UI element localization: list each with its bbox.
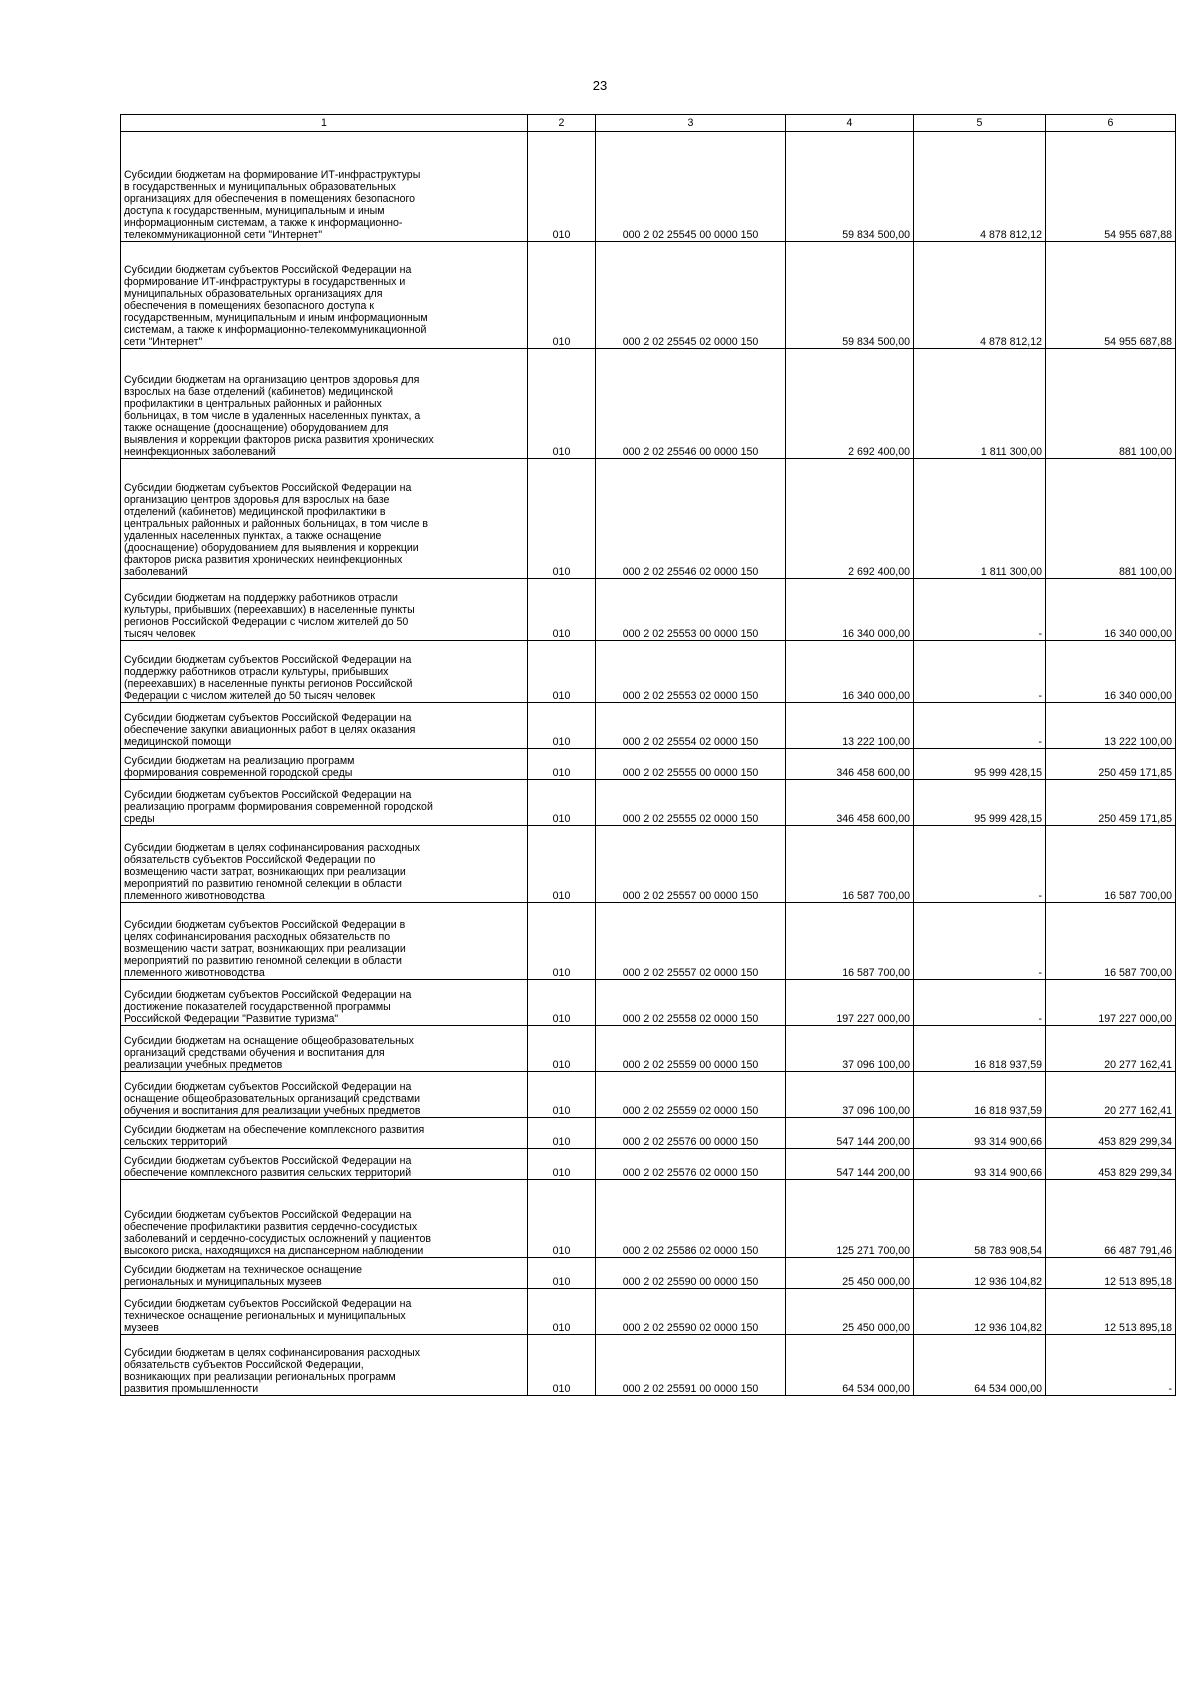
table-row [121,1335,1176,1396]
row-column-6-amount: 881 100,00 [1046,459,1176,579]
row-description: Субсидии бюджетам субъектов Российской Федерации на реализацию программ формирования современной городской среды [121,780,528,826]
row-column-5-amount: 95 999 428,15 [914,749,1046,780]
row-column-5-amount: 12 936 104,82 [914,1289,1046,1335]
row-column-4-amount: 2 692 400,00 [786,459,914,579]
row-column-5-amount: 12 936 104,82 [914,1258,1046,1289]
row-budget-code: 000 2 02 25553 00 0000 150 [596,579,786,641]
row-description: Субсидии бюджетам субъектов Российской Федерации на поддержку работников отрасли культуры, прибывших (переехавших) в населенные пункты регионов Российской Федерации с числом жителей до 50 тысяч человек [121,641,528,703]
row-description: Субсидии бюджетам в целях софинансирования расходных обязательств субъектов Российской Федерации по возмещению части затрат, возникающих при реализации мероприятий по развитию геномной селекции в области племенного животноводства [121,826,528,903]
row-column-2: 010 [528,1180,596,1258]
row-column-5-amount: - [914,703,1046,749]
row-column-6-amount: 54 955 687,88 [1046,132,1176,242]
row-column-6-amount: 16 587 700,00 [1046,826,1176,903]
table-row [121,703,1176,749]
row-column-2: 010 [528,903,596,980]
row-column-4-amount: 197 227 000,00 [786,980,914,1026]
row-column-2: 010 [528,132,596,242]
row-column-4-amount: 64 534 000,00 [786,1335,914,1396]
row-column-4-amount: 547 144 200,00 [786,1118,914,1149]
row-description: Субсидии бюджетам субъектов Российской Федерации на обеспечение закупки авиационных работ в целях оказания медицинской помощи [121,703,528,749]
row-column-4-amount: 59 834 500,00 [786,132,914,242]
row-column-5-amount: 93 314 900,66 [914,1149,1046,1180]
row-description: Субсидии бюджетам на формирование ИТ-инфраструктуры в государственных и муниципальных образовательных организациях для обеспечения в помещениях безопасного доступа к государственным, муниципальным и иным информационным системам, а также к информационно- телекоммуникационной сети "Интернет" [121,132,528,242]
row-column-2: 010 [528,1072,596,1118]
row-column-2: 010 [528,980,596,1026]
row-column-6-amount: 453 829 299,34 [1046,1118,1176,1149]
row-column-2: 010 [528,349,596,459]
row-budget-code: 000 2 02 25557 00 0000 150 [596,826,786,903]
header-row [121,115,1176,132]
row-column-2: 010 [528,1149,596,1180]
row-column-5-amount: 4 878 812,12 [914,242,1046,349]
header-cell-4: 4 [786,115,914,132]
row-column-5-amount: - [914,980,1046,1026]
row-budget-code: 000 2 02 25545 00 0000 150 [596,132,786,242]
row-column-4-amount: 16 587 700,00 [786,826,914,903]
row-column-6-amount: 54 955 687,88 [1046,242,1176,349]
row-column-5-amount: 95 999 428,15 [914,780,1046,826]
row-description: Субсидии бюджетам субъектов Российской Федерации на организацию центров здоровья для взрослых на базе отделений (кабинетов) медицинской профилактики в центральных районных и районных больницах, в том числе в удаленных населенных пунктах, а также оснащение (дооснащение) оборудованием для выявления и коррекции факторов риска развития хронических неинфекционных заболеваний [121,459,528,579]
table-row [121,749,1176,780]
row-column-4-amount: 2 692 400,00 [786,349,914,459]
row-column-2: 010 [528,749,596,780]
row-column-4-amount: 125 271 700,00 [786,1180,914,1258]
header-cell-2: 2 [528,115,596,132]
table-row [121,459,1176,579]
table-row [121,826,1176,903]
table-row [121,132,1176,242]
row-description: Субсидии бюджетам субъектов Российской Федерации на обеспечение профилактики развития сердечно-сосудистых заболеваний и сердечно-сосудистых осложнений у пациентов высокого риска, находящихся на диспансерном наблюдении [121,1180,528,1258]
table-row [121,1289,1176,1335]
row-budget-code: 000 2 02 25546 02 0000 150 [596,459,786,579]
row-column-6-amount: 16 340 000,00 [1046,579,1176,641]
row-column-2: 010 [528,1289,596,1335]
row-column-5-amount: 4 878 812,12 [914,132,1046,242]
table-row [121,980,1176,1026]
row-budget-code: 000 2 02 25576 02 0000 150 [596,1149,786,1180]
row-column-4-amount: 547 144 200,00 [786,1149,914,1180]
row-budget-code: 000 2 02 25555 02 0000 150 [596,780,786,826]
row-budget-code: 000 2 02 25546 00 0000 150 [596,349,786,459]
row-column-5-amount: - [914,641,1046,703]
row-column-6-amount: 453 829 299,34 [1046,1149,1176,1180]
row-column-6-amount: 20 277 162,41 [1046,1026,1176,1072]
table-row [121,903,1176,980]
row-column-2: 010 [528,1335,596,1396]
row-column-6-amount: 250 459 171,85 [1046,780,1176,826]
row-description: Субсидии бюджетам субъектов Российской Федерации на обеспечение комплексного развития сельских территорий [121,1149,528,1180]
row-budget-code: 000 2 02 25586 02 0000 150 [596,1180,786,1258]
row-description: Субсидии бюджетам в целях софинансирования расходных обязательств субъектов Российской Федерации, возникающих при реализации региональных программ развития промышленности [121,1335,528,1396]
row-column-2: 010 [528,780,596,826]
row-budget-code: 000 2 02 25590 02 0000 150 [596,1289,786,1335]
header-cell-6: 6 [1046,115,1176,132]
row-budget-code: 000 2 02 25554 02 0000 150 [596,703,786,749]
row-column-2: 010 [528,579,596,641]
row-column-2: 010 [528,242,596,349]
table-row [121,1149,1176,1180]
budget-table [120,114,1176,1396]
row-column-2: 010 [528,703,596,749]
row-column-5-amount: 58 783 908,54 [914,1180,1046,1258]
row-column-4-amount: 16 587 700,00 [786,903,914,980]
row-description: Субсидии бюджетам субъектов Российской Федерации на формирование ИТ-инфраструктуры в государственных и муниципальных образовательных организациях для обеспечения в помещениях безопасного доступа к государственным, муниципальным и иным информационным системам, а также к информационно-телекоммуникационной сети "Интернет" [121,242,528,349]
row-budget-code: 000 2 02 25545 02 0000 150 [596,242,786,349]
table-row [121,242,1176,349]
row-description: Субсидии бюджетам субъектов Российской Федерации на достижение показателей государственной программы Российской Федерации "Развитие туризма" [121,980,528,1026]
table-row [121,349,1176,459]
row-column-4-amount: 346 458 600,00 [786,749,914,780]
row-description: Субсидии бюджетам на организацию центров здоровья для взрослых на базе отделений (кабинетов) медицинской профилактики в центральных районных и районных больницах, в том числе в удаленных населенных пунктах, а также оснащение (дооснащение) оборудованием для выявления и коррекции факторов риска развития хронических неинфекционных заболеваний [121,349,528,459]
row-column-5-amount: 1 811 300,00 [914,349,1046,459]
row-description: Субсидии бюджетам субъектов Российской Федерации на оснащение общеобразовательных организаций средствами обучения и воспитания для реализации учебных предметов [121,1072,528,1118]
row-column-6-amount: 66 487 791,46 [1046,1180,1176,1258]
row-column-4-amount: 16 340 000,00 [786,641,914,703]
row-column-2: 010 [528,641,596,703]
table-row [121,1258,1176,1289]
row-column-2: 010 [528,1258,596,1289]
row-column-6-amount: 20 277 162,41 [1046,1072,1176,1118]
row-description: Субсидии бюджетам на обеспечение комплексного развития сельских территорий [121,1118,528,1149]
row-budget-code: 000 2 02 25555 00 0000 150 [596,749,786,780]
row-budget-code: 000 2 02 25591 00 0000 150 [596,1335,786,1396]
row-column-4-amount: 25 450 000,00 [786,1289,914,1335]
row-column-6-amount: 250 459 171,85 [1046,749,1176,780]
header-cell-3: 3 [596,115,786,132]
row-column-4-amount: 13 222 100,00 [786,703,914,749]
row-column-5-amount: 93 314 900,66 [914,1118,1046,1149]
row-column-5-amount: 16 818 937,59 [914,1072,1046,1118]
row-column-4-amount: 59 834 500,00 [786,242,914,349]
table-row [121,1180,1176,1258]
table-row [121,641,1176,703]
row-description: Субсидии бюджетам субъектов Российской Федерации в целях софинансирования расходных обязательств по возмещению части затрат, возникающих при реализации мероприятий по развитию геномной селекции в области племенного животноводства [121,903,528,980]
row-column-5-amount: 16 818 937,59 [914,1026,1046,1072]
row-column-4-amount: 37 096 100,00 [786,1072,914,1118]
row-description: Субсидии бюджетам субъектов Российской Федерации на техническое оснащение региональных и муниципальных музеев [121,1289,528,1335]
row-column-4-amount: 25 450 000,00 [786,1258,914,1289]
row-description: Субсидии бюджетам на техническое оснащение региональных и муниципальных музеев [121,1258,528,1289]
row-column-6-amount: 16 340 000,00 [1046,641,1176,703]
row-description: Субсидии бюджетам на реализацию программ формирования современной городской среды [121,749,528,780]
row-column-6-amount: 13 222 100,00 [1046,703,1176,749]
row-column-6-amount: 16 587 700,00 [1046,903,1176,980]
row-column-2: 010 [528,826,596,903]
row-budget-code: 000 2 02 25559 02 0000 150 [596,1072,786,1118]
row-column-2: 010 [528,1026,596,1072]
row-column-4-amount: 16 340 000,00 [786,579,914,641]
page-number: 23 [592,78,608,93]
row-column-5-amount: - [914,579,1046,641]
row-description: Субсидии бюджетам на поддержку работников отрасли культуры, прибывших (переехавших) в населенные пункты регионов Российской Федерации с числом жителей до 50 тысяч человек [121,579,528,641]
row-column-5-amount: 1 811 300,00 [914,459,1046,579]
row-budget-code: 000 2 02 25559 00 0000 150 [596,1026,786,1072]
row-column-6-amount: - [1046,1335,1176,1396]
table-body [121,132,1176,1396]
row-budget-code: 000 2 02 25557 02 0000 150 [596,903,786,980]
row-column-2: 010 [528,459,596,579]
row-column-6-amount: 197 227 000,00 [1046,980,1176,1026]
row-column-5-amount: - [914,826,1046,903]
table-row [121,1072,1176,1118]
header-cell-5: 5 [914,115,1046,132]
row-budget-code: 000 2 02 25576 00 0000 150 [596,1118,786,1149]
header-cell-1: 1 [121,115,528,132]
row-column-4-amount: 346 458 600,00 [786,780,914,826]
row-column-4-amount: 37 096 100,00 [786,1026,914,1072]
row-column-6-amount: 12 513 895,18 [1046,1289,1176,1335]
row-column-5-amount: - [914,903,1046,980]
table-row [121,579,1176,641]
row-column-6-amount: 881 100,00 [1046,349,1176,459]
row-column-6-amount: 12 513 895,18 [1046,1258,1176,1289]
row-column-5-amount: 64 534 000,00 [914,1335,1046,1396]
row-description: Субсидии бюджетам на оснащение общеобразовательных организаций средствами обучения и воспитания для реализации учебных предметов [121,1026,528,1072]
row-budget-code: 000 2 02 25558 02 0000 150 [596,980,786,1026]
row-column-2: 010 [528,1118,596,1149]
table-row [121,1118,1176,1149]
table-row [121,780,1176,826]
table-row [121,1026,1176,1072]
row-budget-code: 000 2 02 25553 02 0000 150 [596,641,786,703]
row-budget-code: 000 2 02 25590 00 0000 150 [596,1258,786,1289]
